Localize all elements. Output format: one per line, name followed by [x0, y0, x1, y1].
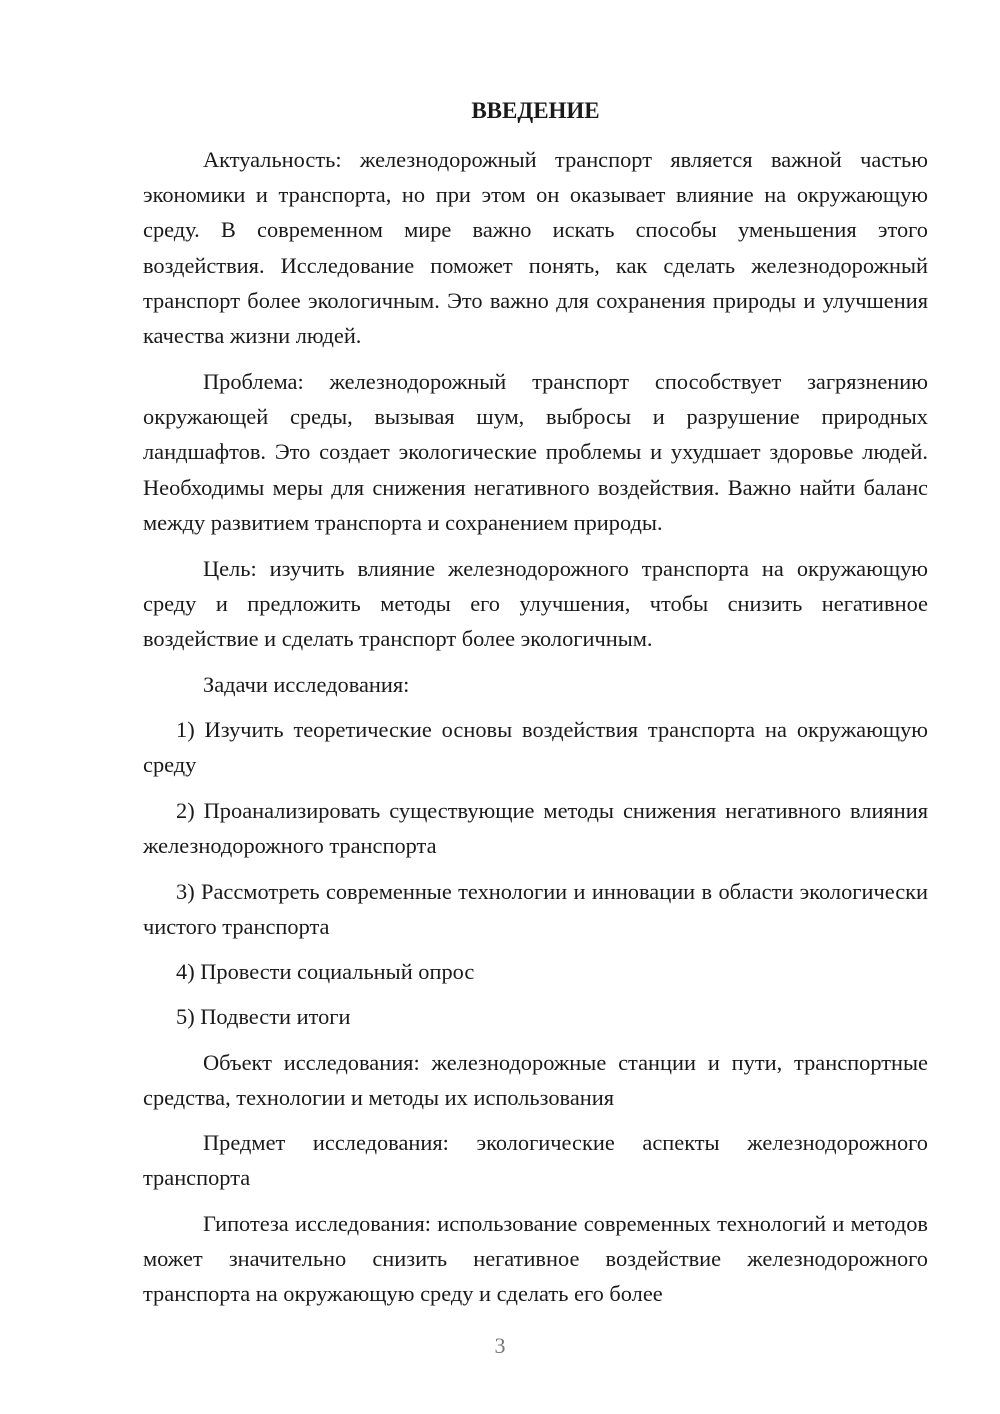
- relevance-paragraph: Актуальность: железнодорожный транспорт является важной частью экономики и транспорта, но при этом он оказывает влияние на окружающую среду. В современном мире важно искать способы уменьшения этого воздействия. Исследование поможет понять, как сделать железнодорожный транспорт более экологичным. Это важно для сохранения природы и улучшения качества жизни людей.: [143, 147, 928, 349]
- task-item-4: 4) Провести социальный опрос: [176, 959, 475, 984]
- object-paragraph: Объект исследования: железнодорожные станции и пути, транспортные средства, технологии и методы их использования: [143, 1050, 928, 1111]
- goal-paragraph: Цель: изучить влияние железнодорожного транспорта на окружающую среду и предложить методы его улучшения, чтобы снизить негативное воздействие и сделать транспорт более экологичным.: [143, 556, 928, 652]
- page-title: ВВЕДЕНИЕ: [471, 98, 600, 123]
- task-item-2: 2) Проанализировать существующие методы снижения негативного влияния железнодорожного транспорта: [143, 798, 928, 859]
- problem-paragraph: Проблема: железнодорожный транспорт способствует загрязнению окружающей среды, вызывая шум, выбросы и разрушение природных ландшафтов. Это создает экологические проблемы и ухудшает здоровье людей. Необходимы меры для снижения негативного воздействия. Важно найти баланс между развитием транспорта и сохранением природы.: [143, 369, 928, 535]
- tasks-heading: Задачи исследования:: [203, 672, 410, 697]
- task-item-3: 3) Рассмотреть современные технологии и инновации в области экологически чистого транспорта: [143, 879, 928, 940]
- task-item-1: 1) Изучить теоретические основы воздействия транспорта на окружающую среду: [143, 717, 928, 778]
- page-number: 3: [494, 1333, 506, 1358]
- task-item-5: 5) Подвести итоги: [176, 1004, 351, 1029]
- subject-paragraph: Предмет исследования: экологические аспекты железнодорожного транспорта: [143, 1130, 928, 1191]
- hypothesis-paragraph: Гипотеза исследования: использование современных технологий и методов может значительно снизить негативное воздействие железнодорожного транспорта на окружающую среду и сделать его более: [143, 1211, 928, 1307]
